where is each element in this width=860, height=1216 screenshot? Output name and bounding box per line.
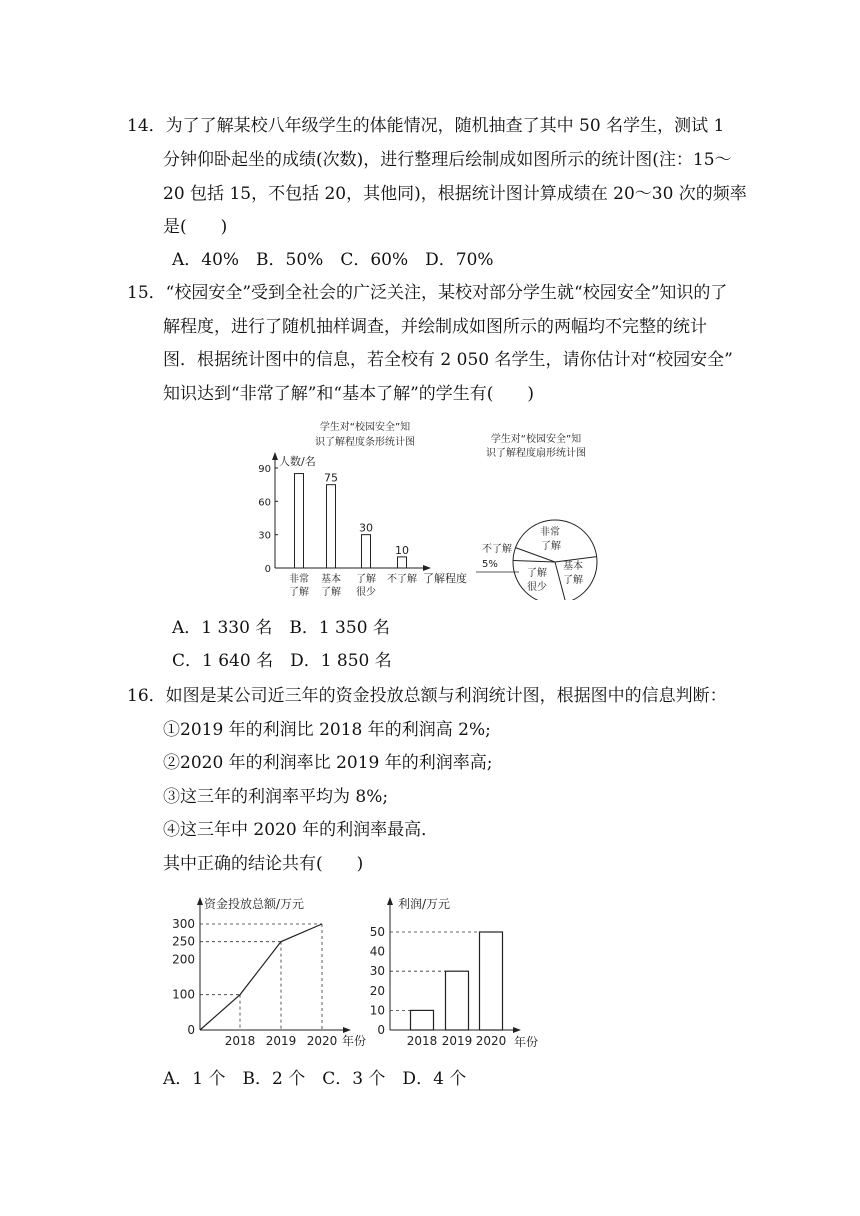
bar-value-label: 10 xyxy=(395,543,409,557)
bar-1 xyxy=(295,474,304,568)
line-y-arrow xyxy=(197,897,203,905)
q14-options: A．40% B．50% C．60% D．70% xyxy=(172,250,494,270)
pie-title-1: 学生对“校园安全”知 xyxy=(490,434,582,445)
bar-category-label: 很少 xyxy=(356,587,376,598)
bar-y-tick-label: 0 xyxy=(264,564,271,575)
q16-line-1: 16．如图是某公司近三年的资金投放总额与利润统计图，根据图中的信息判断： xyxy=(127,686,727,706)
profit-y-tick-label: 10 xyxy=(369,1003,385,1018)
profit-x-tick-label: 2019 xyxy=(441,1034,473,1048)
profit-bar-2020 xyxy=(480,932,503,1030)
q15-line-3: 图．根据统计图中的信息，若全校有 2 050 名学生，请你估计对“校园安全” xyxy=(163,350,733,370)
q15-line-2: 解程度，进行了随机抽样调查，并绘制成如图所示的两幅均不完整的统计 xyxy=(163,317,707,337)
profit-bar-2019 xyxy=(446,971,469,1030)
bar-y-tick-label: 60 xyxy=(258,497,271,509)
profit-y-tick-label: 50 xyxy=(369,925,385,939)
q15-options-row2: C．1 640 名 D．1 850 名 xyxy=(172,651,392,671)
bar-value-label: 30 xyxy=(359,521,373,535)
bar-value-label: 75 xyxy=(324,471,338,485)
q16-line-2: ①2019 年的利润比 2018 年的利润高 2%; xyxy=(163,720,491,740)
bar-4 xyxy=(398,557,407,568)
bar-ylabel: 人数/名 xyxy=(279,455,316,468)
profit-xlabel: 年份 xyxy=(514,1035,539,1049)
bar-2 xyxy=(327,485,336,568)
profit-y-tick-label: 0 xyxy=(377,1023,385,1037)
pie-title-2: 识了解程度扇形统计图 xyxy=(486,448,586,459)
bar-category-label: 基本 xyxy=(321,574,341,585)
q16-line-5: ④这三年中 2020 年的利润率最高． xyxy=(163,820,439,840)
q16-options: A．1 个 B．2 个 C．3 个 D．4 个 xyxy=(163,1069,467,1089)
q14-line-4: 是( ) xyxy=(163,217,228,237)
bar-y-tick-label: 30 xyxy=(258,530,271,542)
q16-bar-chart xyxy=(368,890,543,1055)
bar-category-label: 不了解 xyxy=(387,574,417,585)
q15-line-1: 15．“校园安全”受到全社会的广泛关注，某校对部分学生就“校园安全”知识的了 xyxy=(127,283,728,303)
pie-label-basic-2: 了解 xyxy=(563,575,583,586)
bar-x-arrow xyxy=(423,565,431,571)
q16-line-3: ②2020 年的利润率比 2019 年的利润率高; xyxy=(163,753,493,773)
line-xlabel: 年份 xyxy=(342,1034,367,1048)
line-x-tick-label: 2020 xyxy=(306,1034,338,1048)
q14-line-2: 分钟仰卧起坐的成绩(次数)，进行整理后绘制成如图所示的统计图(注：15～ xyxy=(163,150,732,170)
pie-label-none-2: 5% xyxy=(482,559,498,570)
line-x-tick-label: 2019 xyxy=(265,1034,297,1048)
line-ylabel: 资金投放总额/万元 xyxy=(204,897,305,911)
q14-line-3: 20 包括 15，不包括 20，其他同)，根据统计图计算成绩在 20～30 次的频率 xyxy=(163,184,747,204)
pie-label-very-2: 了解 xyxy=(541,541,561,552)
bar-category-label: 了解 xyxy=(321,587,341,598)
line-y-tick-label: 300 xyxy=(172,917,195,931)
line-y-tick-label: 0 xyxy=(187,1023,195,1037)
pie-label-little-1: 了解 xyxy=(527,568,547,579)
q16-line-chart xyxy=(168,890,368,1050)
pie-label-very-1: 非常 xyxy=(540,527,560,538)
pie-label-none-1: 不了解 xyxy=(482,544,512,555)
bar-title-1: 学生对“校园安全”知 xyxy=(319,422,411,433)
line-y-tick-label: 250 xyxy=(172,934,195,949)
investment-line xyxy=(200,924,322,1030)
q16-line-4: ③这三年的利润率平均为 8%; xyxy=(163,787,389,807)
pie-label-basic-1: 基本 xyxy=(563,561,583,572)
profit-y-tick-label: 20 xyxy=(369,983,385,998)
profit-bar-2018 xyxy=(411,1010,434,1030)
profit-x-tick-label: 2020 xyxy=(475,1034,507,1048)
bar-y-tick-label: 90 xyxy=(258,464,271,475)
q15-line-4: 知识达到“非常了解”和“基本了解”的学生有( ) xyxy=(163,384,535,404)
profit-x-arrow xyxy=(513,1027,521,1033)
q15-pie-chart xyxy=(474,428,624,600)
q15-bar-chart xyxy=(255,418,480,600)
bar-3 xyxy=(362,535,371,568)
q15-options-row1: A．1 330 名 B．1 350 名 xyxy=(172,618,390,638)
profit-ylabel: 利润/万元 xyxy=(398,897,451,911)
bar-y-arrow xyxy=(272,452,278,460)
profit-y-tick-label: 30 xyxy=(369,964,385,979)
q16-line-6: 其中正确的结论共有( ) xyxy=(163,854,364,874)
bar-title-2: 识了解程度条形统计图 xyxy=(315,437,415,448)
line-y-tick-label: 100 xyxy=(172,987,195,1002)
bar-category-label: 了解 xyxy=(289,587,309,598)
bar-xlabel: 了解程度 xyxy=(423,572,467,585)
line-x-tick-label: 2018 xyxy=(224,1034,256,1048)
bar-category-label: 了解 xyxy=(356,574,376,585)
q14-line-1: 14．为了了解某校八年级学生的体能情况，随机抽查了其中 50 名学生，测试 1 xyxy=(127,116,725,136)
profit-y-arrow xyxy=(387,897,393,905)
profit-y-tick-label: 40 xyxy=(369,944,385,959)
pie-label-little-2: 很少 xyxy=(527,582,547,593)
profit-x-tick-label: 2018 xyxy=(406,1034,438,1048)
line-y-tick-label: 200 xyxy=(172,952,195,967)
bar-category-label: 非常 xyxy=(289,574,309,585)
line-x-arrow xyxy=(343,1027,351,1033)
